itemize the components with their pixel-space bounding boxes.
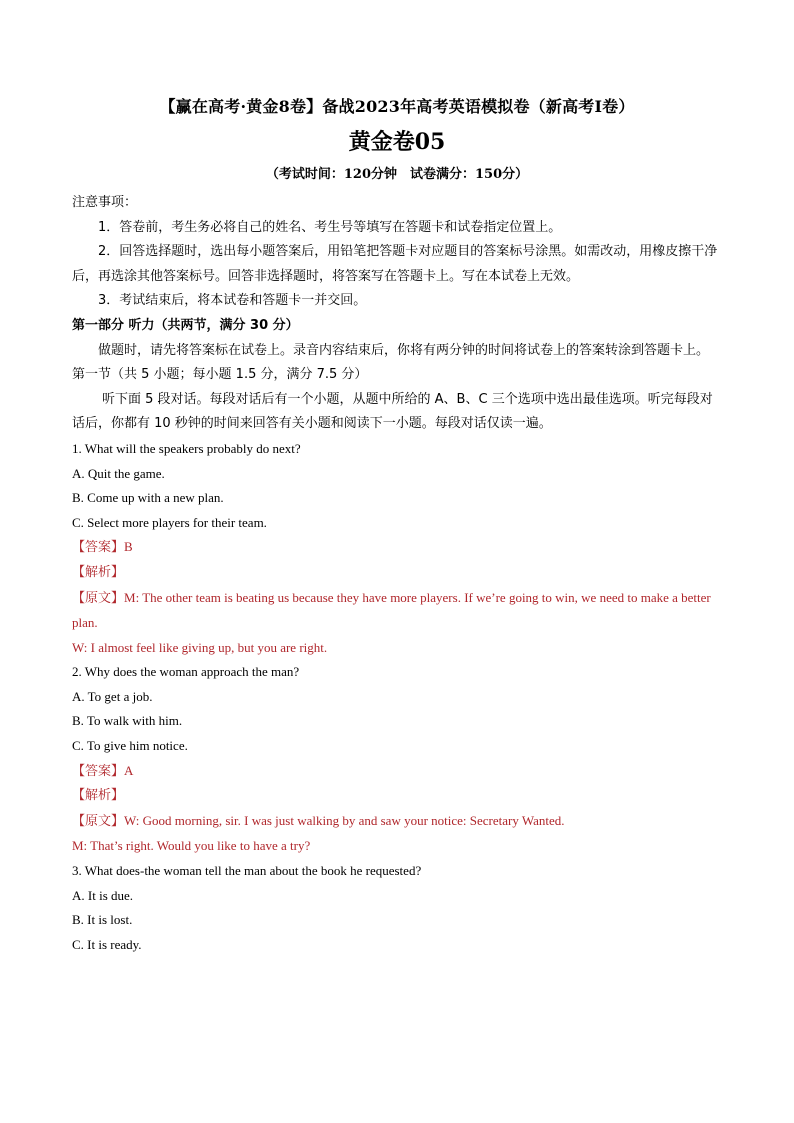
question-option: B. It is lost. [72,912,133,928]
answer-line [72,759,722,785]
answer-value: A [124,762,134,778]
question-option: A. To get a job. [72,688,153,704]
question-option: B. Come up with a new plan. [72,490,224,506]
transcript-text: M: That’s right. Would you like to have a try? [72,838,311,854]
question-stem: 2. Why does the woman approach the man? [72,664,300,680]
question-stem: 1. What will the speakers probably do next? [72,440,301,456]
part1-heading: 第一部分 听力（共两节，满分 30 分） [72,317,299,333]
section1-instruction: 听下面 5 段对话。每段对话后有一个小题，从题中所给的 A、B、C 三个选项中选出最佳选项。听完每段对话后，你都有 10 秒钟的时间来回答有关小题和阅读下一小题。每段对话仅读一遍。 [72,391,713,432]
answer-line [72,535,722,561]
analysis-label: 【解析】 [72,788,125,804]
question-option: C. To give him notice. [72,738,188,754]
transcript-label: 【原文】 [72,813,125,829]
question-option: A. It is due. [72,887,134,903]
transcript-line [72,586,722,636]
question-option: C. Select more players for their team. [72,514,267,530]
answer-label: 【答案】 [72,763,125,779]
section1-heading: 第一节（共 5 小题；每小题 1.5 分，满分 7.5 分） [72,367,368,383]
paper-title: 【赢在高考·黄金8卷】备战2023年高考英语模拟卷（新高考I卷） [159,97,635,116]
transcript-text: W: I almost feel like giving up, but you are right. [72,639,328,655]
paper-subtitle: 黄金卷05 [348,129,446,155]
analysis-label: 【解析】 [72,564,125,580]
transcript-text: M: The other team is beating us because they have more players. If we’re going to win, we need to make a better plan. [72,589,711,631]
transcript-line [72,809,722,835]
transcript-text: W: Good morning, sir. I was just walking by and saw your notice: Secretary Wanted. [124,812,565,828]
answer-label: 【答案】 [72,540,125,556]
note-item-1: 1．答卷前，考生务必将自己的姓名、考生号等填写在答题卡和试卷指定位置上。 [98,219,562,235]
note-item-3: 3．考试结束后，将本试卷和答题卡一并交回。 [98,293,367,309]
question-option: A. Quit the game. [72,465,165,481]
question-option: B. To walk with him. [72,713,183,729]
exam-info: （考试时间：120分钟 试卷满分：150分） [265,167,529,182]
transcript-label: 【原文】 [72,590,125,606]
question-stem: 3. What does-the woman tell the man about the book he requested? [72,863,422,879]
answer-value: B [124,539,133,555]
notes-heading: 注意事项： [72,195,138,210]
part1-instruction: 做题时，请先将答案标在试卷上。录音内容结束后，你将有两分钟的时间将试卷上的答案转涂到答题卡上。 [98,342,710,358]
question-option: C. It is ready. [72,936,142,952]
note-item-2: 2．回答选择题时，选出每小题答案后，用铅笔把答题卡对应题目的答案标号涂黑。如需改动，用橡皮擦干净后，再选涂其他答案标号。回答非选择题时，将答案写在答题卡上。写在本试卷上无效。 [72,244,718,284]
